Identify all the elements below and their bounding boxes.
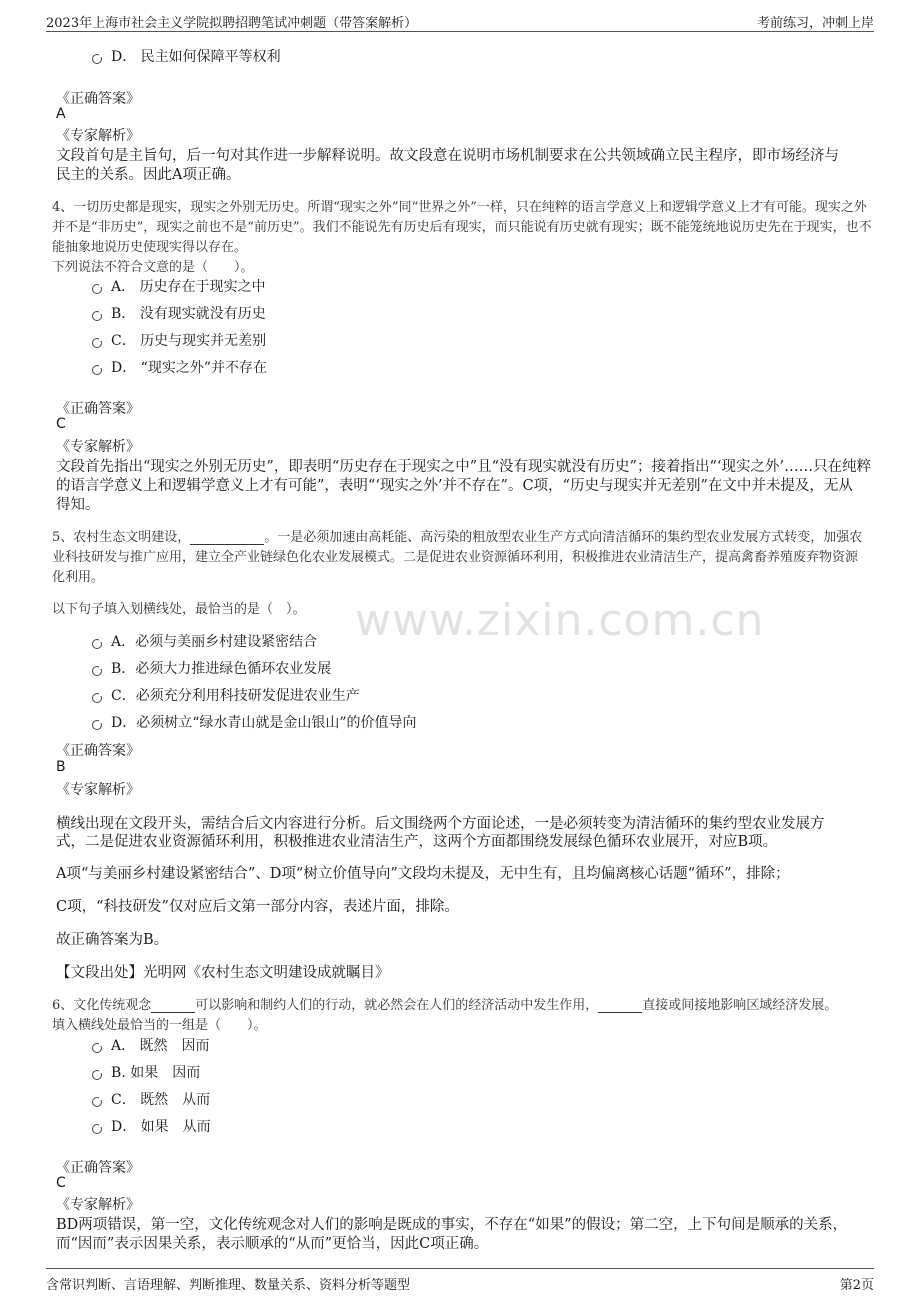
fill-blank: [598, 1000, 642, 1013]
q3-analysis-line: 民主的关系。因此A项正确。: [56, 167, 241, 183]
q4-analysis-label: 《专家解析》: [56, 439, 140, 455]
q5-stem-line: 5、农村生态文明建设， 。一是必须加速由高耗能、高污染的粗放型农业生产方式向清洁循环的集约型农业发展方式转变，加强农: [52, 530, 863, 545]
q5-analysis-label: 《专家解析》: [56, 782, 140, 798]
q5-option-b[interactable]: B．必须大力推进绿色循环农业发展: [92, 658, 331, 678]
q4-analysis-line: 文段首先指出“现实之外别无历史”，即表明“历史存在于现实之中”且“没有现实就没有历史”；接着指出“‘现实之外’……只在纯粹: [56, 459, 872, 475]
q4-stem-line: 并不是“非历史”，现实之前也不是“前历史”。我们不能说先有历史后有现实，而只能说有历史就有现实；既不能笼统地说历史先在于现实，也不: [52, 220, 872, 235]
q6-option-c[interactable]: C． 既然 从而: [92, 1089, 210, 1109]
q4-option-a[interactable]: A． 历史存在于现实之中: [92, 276, 266, 296]
q5-analysis-line: 式，二是促进农业资源循环利用，积极推进农业清洁生产，这两个方面都围绕发展绿色循环农业展开，对应B项。: [56, 834, 778, 850]
q3-answer-label: 《正确答案》: [56, 91, 140, 107]
radio-icon[interactable]: [92, 54, 102, 64]
page-header: [46, 9, 874, 32]
q4-stem-line: 能抽象地说历史使现实得以存在。: [52, 240, 248, 255]
q5-answer-label: 《正确答案》: [56, 743, 140, 759]
q5-question: 以下句子填入划横线处，最恰当的是（ ）。: [52, 602, 306, 617]
q4-analysis-line: 的语言学意义上和逻辑学意义上才有可能”，表明“‘现实之外’并不存在”。C项，“历史与现实并无差别”在文中并未提及，无从: [56, 478, 853, 494]
q4-analysis-line: 得知。: [56, 497, 100, 513]
q6-option-d[interactable]: D． 如果 从而: [92, 1116, 211, 1136]
radio-icon[interactable]: [92, 1043, 102, 1053]
radio-icon[interactable]: [92, 693, 102, 703]
q6-option-b[interactable]: B. 如果 因而: [92, 1062, 200, 1082]
q6-question: 填入横线处最恰当的一组是（ ）。: [52, 1018, 267, 1033]
q3-answer: A: [56, 106, 66, 122]
q5-option-a[interactable]: A．必须与美丽乡村建设紧密结合: [92, 631, 317, 651]
header-slogan: 考前练习，冲刺上岸: [756, 16, 874, 31]
radio-icon[interactable]: [92, 666, 102, 676]
radio-icon[interactable]: [92, 720, 102, 730]
q4-question: 下列说法不符合文意的是（ ）。: [52, 260, 254, 275]
q4-answer: C: [56, 416, 66, 432]
q4-stem-line: 4、一切历史都是现实，现实之外别无历史。所谓“现实之外”同“世界之外”一样，只在纯粹的语言学意义上和逻辑学意义上才有可能。现实之外: [52, 200, 867, 215]
radio-icon[interactable]: [92, 1070, 102, 1080]
q5-option-c[interactable]: C．必须充分利用科技研发促进农业生产: [92, 685, 360, 705]
q6-answer-label: 《正确答案》: [56, 1160, 140, 1176]
radio-icon[interactable]: [92, 365, 102, 375]
page-number: 第2页: [839, 1278, 874, 1293]
document-title: 2023年上海市社会主义学院拟聘招聘笔试冲刺题（带答案解析）: [46, 16, 418, 31]
radio-icon[interactable]: [92, 311, 102, 321]
q5-option-d[interactable]: D．必须树立“绿水青山就是金山银山”的价值导向: [92, 712, 417, 732]
radio-icon[interactable]: [92, 1097, 102, 1107]
radio-icon[interactable]: [92, 1124, 102, 1134]
q6-answer: C: [56, 1175, 66, 1191]
fill-blank: [151, 1000, 195, 1013]
q5-analysis-line: 故正确答案为B。: [56, 932, 169, 948]
q5-answer: B: [56, 759, 66, 775]
footer-topics: 含常识判断、言语理解、判断推理、数量关系、资料分析等题型: [46, 1278, 411, 1293]
q4-option-c[interactable]: C． 历史与现实并无差别: [92, 330, 266, 350]
q5-analysis-line: C项，“科技研发”仅对应后文第一部分内容，表述片面，排除。: [56, 899, 459, 915]
q4-option-d[interactable]: D． “现实之外”并不存在: [92, 357, 267, 377]
q3-analysis-label: 《专家解析》: [56, 128, 140, 144]
q6-analysis-line: BD两项错误，第一空，文化传统观念对人们的影响是既成的事实，不存在“如果”的假设；第二空，上下句间是顺承的关系，: [56, 1217, 848, 1233]
page-footer: [46, 1268, 874, 1293]
q5-stem-line: 业科技研发与推广应用，建立全产业链绿色化农业发展模式。二是促进农业资源循环利用，积极推进农业清洁生产，提高禽畜养殖废弃物资源: [52, 550, 859, 565]
q5-source: 【文段出处】光明网《农村生态文明建设成就瞩目》: [56, 965, 390, 981]
radio-icon[interactable]: [92, 639, 102, 649]
q4-answer-label: 《正确答案》: [56, 401, 140, 417]
fill-blank: [190, 532, 264, 545]
q3-option-d[interactable]: D． 民主如何保障平等权利: [92, 46, 281, 66]
radio-icon[interactable]: [92, 338, 102, 348]
q6-analysis-line: 而“因而”表示因果关系，表示顺承的“从而”更恰当，因此C项正确。: [56, 1236, 489, 1252]
q6-stem-line: 6、文化传统观念 可以影响和制约人们的行动，就必然会在人们的经济活动中发生作用， 直接或间接地影响区域经济发展。: [52, 998, 838, 1013]
q5-stem-line: 化利用。: [52, 570, 105, 585]
q5-analysis-line: 横线出现在文段开头，需结合后文内容进行分析。后文围绕两个方面论述，一是必须转变为清洁循环的集约型农业发展方: [56, 816, 825, 832]
q5-analysis-line: A项“与美丽乡村建设紧密结合”、D项“树立价值导向”文段均未提及，无中生有，且均偏离核心话题“循环”，排除；: [56, 866, 790, 882]
watermark: www.zixin.com.cn: [355, 595, 765, 646]
q6-analysis-label: 《专家解析》: [56, 1197, 140, 1213]
q3-analysis-line: 文段首句是主旨句，后一句对其作进一步解释说明。故文段意在说明市场机制要求在公共领域确立民主程序，即市场经济与: [56, 148, 839, 164]
radio-icon[interactable]: [92, 284, 102, 294]
q6-option-a[interactable]: A． 既然 因而: [92, 1035, 210, 1055]
q4-option-b[interactable]: B． 没有现实就没有历史: [92, 303, 266, 323]
